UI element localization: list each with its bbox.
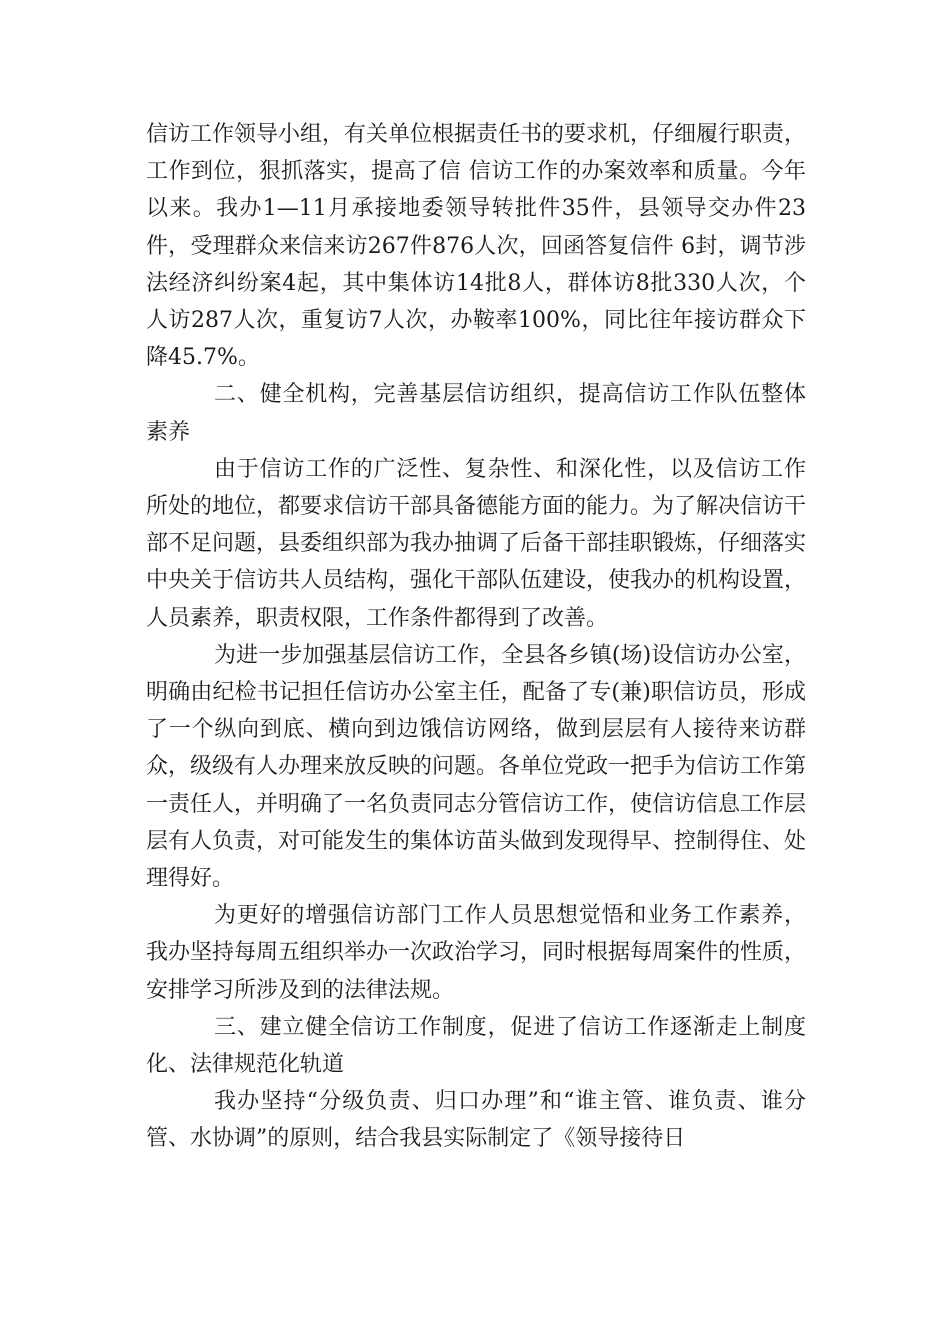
section-heading-two: 二、健全机构，完善基层信访组织，提高信访工作队伍整体素养 [146,382,806,445]
paragraph-cadre-quality: 由于信访工作的广泛性、复杂性、和深化性，以及信访工作所处的地位，都要求信访干部具备德能方面的能力。为了解决信访干部不足问题，县委组织部为我办抽调了后备干部挂职锻炼，仔细落实中央关于信访共人员结构，强化干部队伍建设，使我办的机构设置，人员素养，职责权限，工作条件都得到了改善。 [146,456,807,631]
section-heading-three: 三、建立健全信访工作制度，促进了信访工作逐渐走上制度化、法律规范化轨道 [146,1014,806,1078]
document-body [146,116,806,1158]
paragraph-grassroots-network: 为进一步加强基层信访工作，全县各乡镇(场)设信访办公室，明确由纪检书记担任信访办公室主任，配备了专(兼)职信访员，形成了一个纵向到底、横向到边饿信访网络，做到层层有人接待来访群众，级级有人办理来放反映的问题。各单位党政一把手为信访工作第一责任人，并明确了一名负责同志分管信访工作，使信访信息工作层层有人负责，对可能发生的集体访苗头做到发现得早、控制得住、处理得好。 [146,642,807,892]
paragraph-study-program: 为更好的增强信访部门工作人员思想觉悟和业务工作素养，我办坚持每周五组织举办一次政治学习，同时根据每周案件的性质，安排学习所涉及到的法律法规。 [146,903,807,1003]
paragraph-principles: 我办坚持“分级负责、归口办理”和“谁主管、谁负责、谁分管、水协调”的原则，结合我县实际制定了《领导接待日 [146,1089,806,1152]
paragraph-work-summary: 信访工作领导小组，有关单位根据责任书的要求机，仔细履行职责，工作到位，狠抓落实，提高了信 信访工作的办案效率和质量。今年以来。我办1—11月承接地委领导转批件35件，县领导交办件23件，受理群众来信来访267件876人次，回函答复信件 6封，调节涉法经济纠纷案4起，其中集体访14批8人，群体访8批330人次，个人访287人次，重复访7人次，办鞍率100%，同比往年接访群众下降45.7%。 [146,122,807,371]
